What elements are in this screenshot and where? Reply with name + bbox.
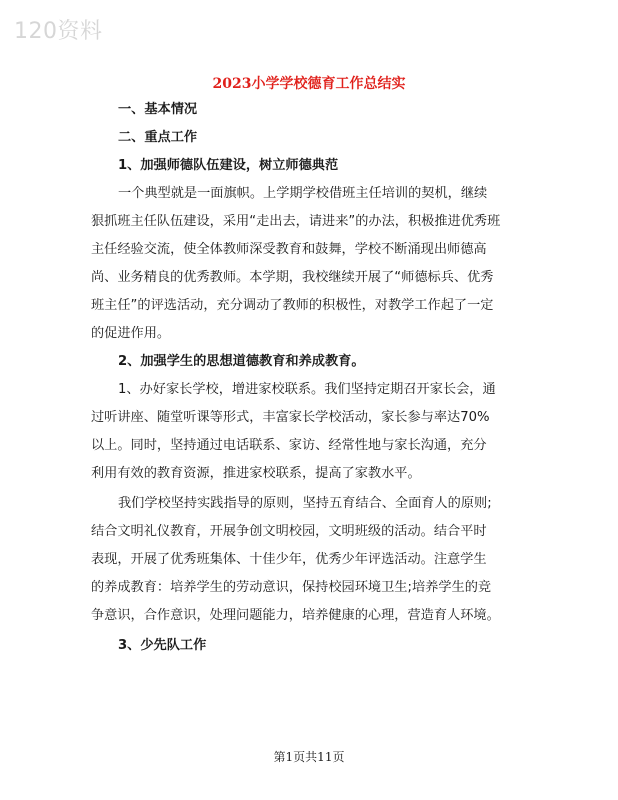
heading-basic-situation: 一、基本情况: [118, 102, 198, 117]
para2-line: 以上。同时，坚持通过电话联系、家访、经常性地与家长沟通，充分: [91, 438, 487, 453]
para2-line: 过听讲座、随堂听课等形式，丰富家长学校活动，家长参与率达70%: [91, 410, 490, 425]
watermark-logo: 120资料: [14, 19, 103, 44]
para2-line: 1、办好家长学校，增进家校联系。我们坚持定期召开家长会，通: [118, 382, 496, 397]
para1-line: 狠抓班主任队伍建设，采用“走出去，请进来”的办法，积极推进优秀班: [91, 214, 501, 229]
heading-teacher-ethics: 1、加强师德队伍建设，树立师德典范: [118, 158, 339, 173]
heading-young-pioneers: 3、少先队工作: [118, 638, 207, 653]
para2-line: 利用有效的教育资源，推进家校联系，提高了家教水平。: [91, 466, 421, 481]
para1-line: 尚、业务精良的优秀教师。本学期，我校继续开展了“师德标兵、优秀: [91, 270, 494, 285]
para3-line: 结合文明礼仪教育，开展争创文明校园，文明班级的活动。结合平时: [91, 524, 487, 539]
para1-line: 主任经验交流，使全体教师深受教育和鼓舞，学校不断涌现出师德高: [91, 242, 487, 257]
para3-line: 表现，开展了优秀班集体、十佳少年，优秀少年评选活动。注意学生: [91, 552, 487, 567]
heading-moral-education: 2、加强学生的思想道德教育和养成教育。: [118, 354, 365, 369]
para3-line: 我们学校坚持实践指导的原则，坚持五育结合、全面育人的原则;: [118, 496, 492, 511]
para3-line: 的养成教育：培养学生的劳动意识，保持校园环境卫生;培养学生的竞: [91, 580, 492, 595]
para1-line: 一个典型就是一面旗帜。上学期学校借班主任培训的契机，继续: [118, 186, 488, 201]
para3-line: 争意识，合作意识，处理问题能力，培养健康的心理，营造育人环境。: [91, 608, 500, 623]
document-title: 2023小学学校德育工作总结实: [212, 76, 406, 92]
para1-line: 的促进作用。: [91, 326, 171, 341]
heading-key-work: 二、重点工作: [118, 130, 198, 145]
para1-line: 班主任”的评选活动，充分调动了教师的积极性，对教学工作起了一定: [91, 298, 494, 313]
page-number-footer: 第1页共11页: [273, 750, 345, 764]
